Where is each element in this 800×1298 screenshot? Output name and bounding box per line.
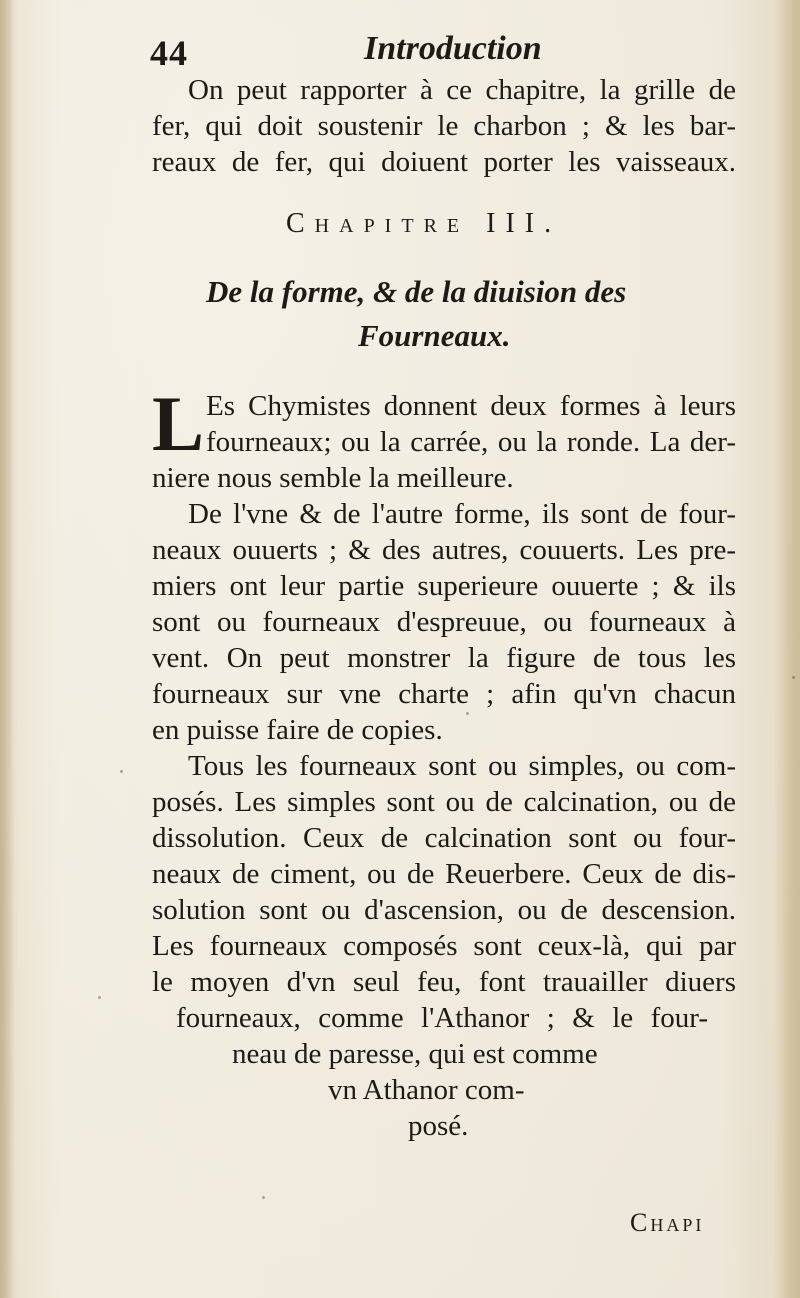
text-line: Tous les fourneaux sont ou simples, ou com- [188, 750, 736, 782]
text-line: Les fourneaux composés sont ceux-là, qui par [152, 930, 736, 962]
chapter-heading: Chapitre III. [286, 208, 562, 239]
page-edge-shadow [774, 0, 800, 1298]
text-line: vent. On peut monstrer la figure de tous les [152, 642, 736, 674]
paper-speck [466, 712, 469, 715]
text-line: fer, qui doit soustenir le charbon ; & les bar- [152, 110, 736, 142]
text-line: neaux de ciment, ou de Reuerbere. Ceux de dis- [152, 858, 736, 890]
page-number: 44 [150, 33, 188, 73]
catchword: Chapi [630, 1208, 705, 1237]
text-line: le moyen d'vn seul feu, font trauailler diuers [152, 966, 736, 998]
text-line: sont ou fourneaux d'espreuue, ou fourneaux à [152, 606, 736, 638]
text-line: fourneaux sur vne charte ; afin qu'vn chacun [152, 678, 736, 710]
page-gutter-shadow [0, 0, 14, 1298]
text-line: posé. [408, 1110, 469, 1142]
text-line: De l'vne & de l'autre forme, ils sont de four- [188, 498, 736, 530]
paper-speck [262, 1196, 265, 1199]
text-line: Es Chymistes donnent deux formes à leurs [206, 390, 736, 422]
paper-speck [98, 996, 101, 999]
text-line: fourneaux, comme l'Athanor ; & le four- [176, 1002, 708, 1034]
text-line: neau de paresse, qui est comme [232, 1038, 598, 1070]
text-line: neaux ouuerts ; & des autres, couuerts. Les pre- [152, 534, 736, 566]
text-line: miers ont leur partie superieure ouuerte ; & ils [152, 570, 736, 602]
text-line: solution sont ou d'ascension, ou de descension. [152, 894, 736, 926]
text-line: fourneaux; ou la carrée, ou la ronde. La der- [206, 426, 736, 458]
chapter-title-line: Fourneaux. [358, 318, 511, 353]
text-line: vn Athanor com- [328, 1074, 525, 1106]
text-line: dissolution. Ceux de calcination sont ou four- [152, 822, 736, 854]
paper-speck [792, 676, 795, 679]
paper-speck [120, 770, 123, 773]
text-line: On peut rapporter à ce chapitre, la grille de [188, 74, 736, 106]
text-line: niere nous semble la meilleure. [152, 462, 514, 494]
running-title: Introduction [364, 30, 542, 67]
text-line: reaux de fer, qui doiuent porter les vaisseaux. [152, 146, 736, 178]
text-line: posés. Les simples sont ou de calcination, ou de [152, 786, 736, 818]
chapter-title-line: De la forme, & de la diuision des [206, 274, 627, 309]
page-header [150, 28, 750, 78]
text-line: en puisse faire de copies. [152, 714, 443, 746]
drop-cap: L [152, 380, 205, 467]
